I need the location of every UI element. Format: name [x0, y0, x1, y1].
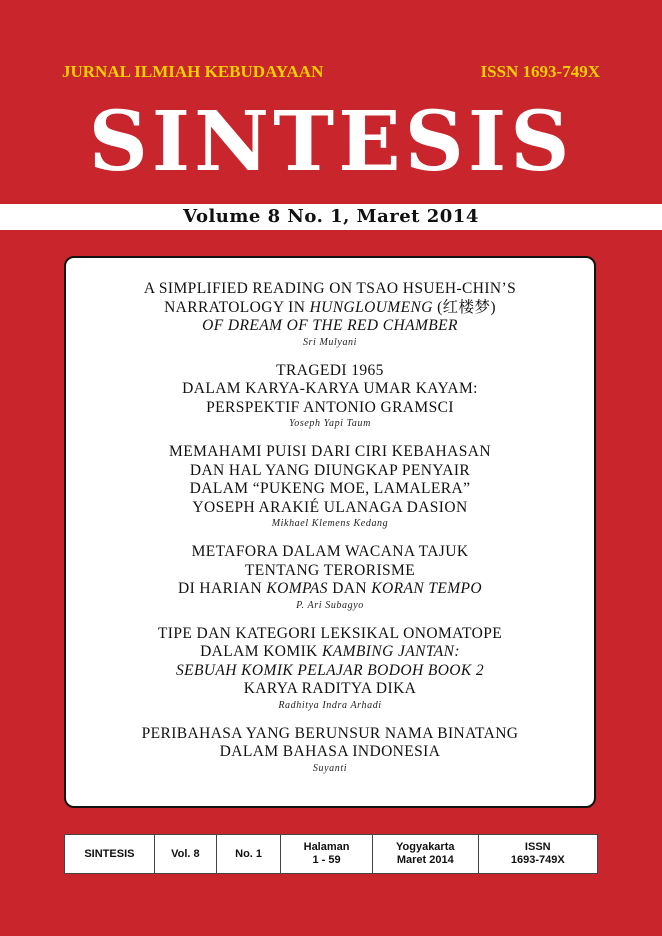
- article-author: Yoseph Yapi Taum: [289, 418, 371, 429]
- title-segment: YOSEPH ARAKIÉ ULANAGA DASION: [192, 498, 468, 516]
- article-title-line: [66, 662, 594, 681]
- article-author: Mikhael Klemens Kedang: [271, 518, 389, 529]
- footer-cell-text: No. 1: [235, 847, 263, 860]
- article-entry: [66, 362, 594, 431]
- footer-cell-text: SINTESIS: [84, 847, 135, 860]
- title-segment: DI HARIAN: [177, 580, 267, 597]
- journal-name: JURNAL ILMIAH KEBUDAYAAN: [62, 62, 324, 81]
- article-title-line: [66, 399, 594, 418]
- title-segment: SEBUAH KOMIK PELAJAR BODOH BOOK 2: [175, 661, 485, 679]
- title-segment: DALAM “PUKENG MOE, LAMALERA”: [189, 480, 471, 497]
- article-title-line: [66, 743, 594, 762]
- article-entry: [66, 625, 594, 712]
- title-segment: DAN HAL YANG DIUNGKAP PENYAIR: [189, 461, 471, 479]
- title-segment: KAMBING JANTAN:: [322, 643, 460, 660]
- title-segment: KOMPAS: [266, 580, 328, 597]
- article-title-line: [66, 643, 594, 662]
- footer-cell: [65, 835, 155, 873]
- footer-cell-text: Yogyakarta: [396, 841, 455, 853]
- article-entry: [66, 443, 594, 530]
- article-title-line: [66, 362, 594, 381]
- footer-info-table: [64, 834, 598, 874]
- footer-cell: [281, 835, 373, 873]
- article-title-line: [66, 680, 594, 699]
- footer-cell: [155, 835, 217, 873]
- article-title-line: [66, 725, 594, 744]
- article-entry: [66, 543, 594, 612]
- journal-title: SINTESIS: [88, 94, 574, 190]
- footer-cell-text: ISSN: [524, 841, 551, 853]
- article-author: P. Ari Subagyo: [296, 599, 364, 611]
- title-segment: A SIMPLIFIED READING ON TSAO HSUEH-CHIN’S: [143, 280, 517, 297]
- article-title-line: [66, 480, 594, 499]
- article-title-line: [66, 543, 594, 562]
- footer-cell: [479, 835, 597, 873]
- title-segment: (红楼梦): [432, 298, 496, 316]
- article-title-line: [66, 580, 594, 599]
- title-segment: DALAM KOMIK: [200, 643, 322, 660]
- header-top-line: [0, 62, 662, 86]
- article-title-line: [66, 462, 594, 481]
- article-title-line: [66, 625, 594, 644]
- volume-info: Volume 8 No. 1, Maret 2014: [183, 206, 479, 227]
- article-title-line: [66, 380, 594, 399]
- title-segment: NARRATOLOGY IN: [164, 298, 310, 316]
- title-segment: DALAM BAHASA INDONESIA: [219, 743, 441, 760]
- title-segment: TENTANG TERORISME: [244, 561, 416, 579]
- article-title-line: [66, 299, 594, 318]
- footer-cell: [217, 835, 281, 873]
- article-author: Suyanti: [312, 762, 348, 774]
- article-author: Sri Mulyani: [302, 336, 358, 348]
- title-segment: KORAN TEMPO: [371, 580, 483, 597]
- volume-band: [0, 204, 662, 230]
- article-title-line: [66, 443, 594, 462]
- article-title-line: [66, 562, 594, 581]
- article-title-line: [66, 499, 594, 518]
- footer-cell-text: 1693-749X: [510, 854, 565, 866]
- footer-cell-text: 1 - 59: [312, 854, 341, 866]
- title-segment: TRAGEDI 1965: [276, 361, 384, 379]
- article-author: Radhitya Indra Arhadi: [278, 699, 382, 711]
- title-segment: HUNGLOUMENG: [309, 298, 433, 316]
- table-of-contents: [64, 256, 596, 808]
- title-segment: PERSPEKTIF ANTONIO GRAMSCI: [206, 398, 454, 416]
- title-segment: DALAM KARYA-KARYA UMAR KAYAM:: [182, 380, 478, 397]
- footer-cell-text: Vol. 8: [171, 847, 200, 860]
- title-segment: PERIBAHASA YANG BERUNSUR NAMA BINATANG: [141, 724, 519, 742]
- article-title-line: [66, 280, 594, 299]
- title-segment: DAN: [327, 580, 372, 597]
- article-entry: [66, 280, 594, 349]
- article-entry: [66, 725, 594, 775]
- footer-cell: [373, 835, 479, 873]
- footer-cell-text: Halaman: [303, 841, 350, 853]
- title-segment: MEMAHAMI PUISI DARI CIRI KEBAHASAN: [169, 443, 491, 460]
- title-segment: KARYA RADITYA DIKA: [243, 680, 417, 697]
- footer-cell-text: Maret 2014: [396, 854, 454, 866]
- title-segment: TIPE DAN KATEGORI LEKSIKAL ONOMATOPE: [157, 624, 503, 642]
- article-title-line: [66, 317, 594, 336]
- title-segment: METAFORA DALAM WACANA TAJUK: [191, 543, 469, 560]
- title-segment: OF DREAM OF THE RED CHAMBER: [202, 317, 458, 334]
- issn-label: ISSN 1693-749X: [480, 62, 600, 81]
